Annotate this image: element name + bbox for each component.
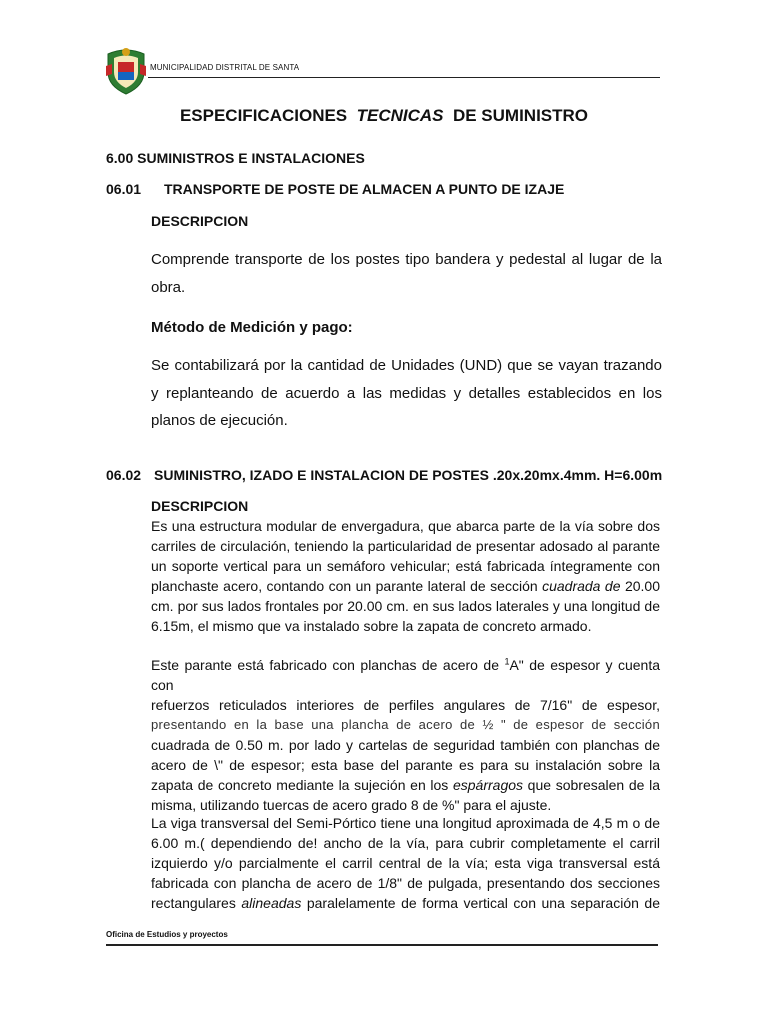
section-600-heading: 6.00 SUMINISTROS E INSTALACIONES bbox=[106, 150, 365, 166]
paragraph-line: cm. por sus lados frontales por 20.00 cm. en sus lados laterales y una longitud de bbox=[151, 598, 660, 614]
section-0602-paragraph-1 bbox=[151, 516, 660, 636]
section-0601-method-text: Se contabilizará por la cantidad de Unidades (UND) que se vayan trazando y replanteando de acuerdo a las medidas y detalles establecidos en los planos de ejecución. bbox=[151, 357, 662, 429]
section-0601-desc-text: Comprende transporte de los postes tipo bandera y pedestal al lugar de la obra. bbox=[151, 251, 662, 296]
paragraph-line: misma, utilizando tuercas de acero grado 8 de %" para el ajuste. bbox=[151, 797, 552, 813]
text-run: rectangulares bbox=[151, 895, 242, 911]
paragraph-line: 6.00 m.( dependiendo de! ancho de la vía, para cubrir completamente el carril bbox=[151, 835, 660, 851]
paragraph-line bbox=[151, 576, 660, 596]
title-part2: TECNICAS bbox=[356, 106, 444, 125]
text-run: paralelamente de forma vertical con una separación de bbox=[301, 895, 661, 911]
section-0601-title: TRANSPORTE DE POSTE DE ALMACEN A PUNTO DE IZAJE bbox=[164, 181, 565, 197]
text-run: Este parante está fabricado con planchas de acero de bbox=[151, 657, 505, 673]
municipal-shield-logo bbox=[104, 44, 148, 96]
text-run: planchaste acero, contando con un parante lateral de sección bbox=[151, 578, 543, 594]
superscript-run: 1 bbox=[504, 656, 510, 667]
footer-office: Oficina de Estudios y proyectos bbox=[106, 930, 228, 939]
paragraph-line: un soporte vertical para un semáforo vehicular; está fabricada íntegramente con bbox=[151, 558, 660, 574]
paragraph-line: 6.15m, el mismo que va instalado sobre la zapata de concreto armado. bbox=[151, 618, 592, 634]
section-0601-number: 06.01 bbox=[106, 181, 142, 197]
paragraph-line: carriles de circulación, teniendo la particularidad de presentar adosado al parante bbox=[151, 538, 660, 554]
section-0601-method-heading: Método de Medición y pago: bbox=[151, 319, 353, 336]
paragraph-line: La viga transversal del Semi-Pórtico tiene una longitud aproximada de 4,5 m o de bbox=[151, 815, 660, 831]
paragraph-line bbox=[151, 655, 660, 695]
document-title bbox=[0, 106, 768, 126]
italic-run: cuadrada de bbox=[542, 578, 621, 594]
header-divider bbox=[148, 77, 660, 78]
text-run: A" de espesor y cuenta con bbox=[151, 657, 660, 693]
section-0601-desc-heading: DESCRIPCION bbox=[151, 213, 249, 229]
paragraph-line bbox=[151, 893, 660, 913]
italic-run: espárragos bbox=[452, 777, 524, 793]
section-0602-paragraph-3 bbox=[151, 813, 660, 913]
paragraph-line: izquierdo y/o parcialmente el carril central de la vía; esta viga transversal está bbox=[151, 855, 660, 871]
paragraph-line: cuadrada de 0.50 m. por lado y cartelas de seguridad también con planchas de bbox=[151, 737, 660, 753]
title-part1: ESPECIFICACIONES bbox=[179, 106, 348, 125]
text-run: zapata de concreto mediante la sujeción en los bbox=[151, 777, 453, 793]
section-0602-paragraph-2 bbox=[151, 655, 660, 815]
text-run: 20.00 bbox=[620, 578, 660, 594]
paragraph-line: acero de \" de espesor; esta base del parante es para su instalación sobre la bbox=[151, 757, 660, 773]
paragraph-line: refuerzos reticulados interiores de perfiles angulares de 7/16" de espesor, bbox=[151, 697, 660, 713]
section-0602-number: 06.02 bbox=[106, 467, 142, 483]
italic-run: alineadas bbox=[241, 895, 302, 911]
header-org-name: MUNICIPALIDAD DISTRITAL DE SANTA bbox=[150, 63, 300, 72]
title-part3: DE SUMINISTRO bbox=[452, 106, 589, 125]
section-0602-desc-heading: DESCRIPCION bbox=[151, 498, 249, 514]
section-0602-title: SUMINISTRO, IZADO E INSTALACION DE POSTES .20x.20mx.4mm. H=6.00m bbox=[154, 467, 663, 483]
footer-divider bbox=[106, 944, 658, 946]
text-run: que sobresalen de la bbox=[523, 777, 660, 793]
paragraph-line: fabricada con plancha de acero de 1/8" de pulgada, presentando dos secciones bbox=[151, 875, 660, 891]
paragraph-line: Es una estructura modular de envergadura, que abarca parte de la vía sobre dos bbox=[151, 518, 660, 534]
paragraph-line bbox=[151, 775, 660, 795]
paragraph-line: presentando en la base una plancha de acero de ½ " de espesor de sección bbox=[151, 717, 660, 732]
